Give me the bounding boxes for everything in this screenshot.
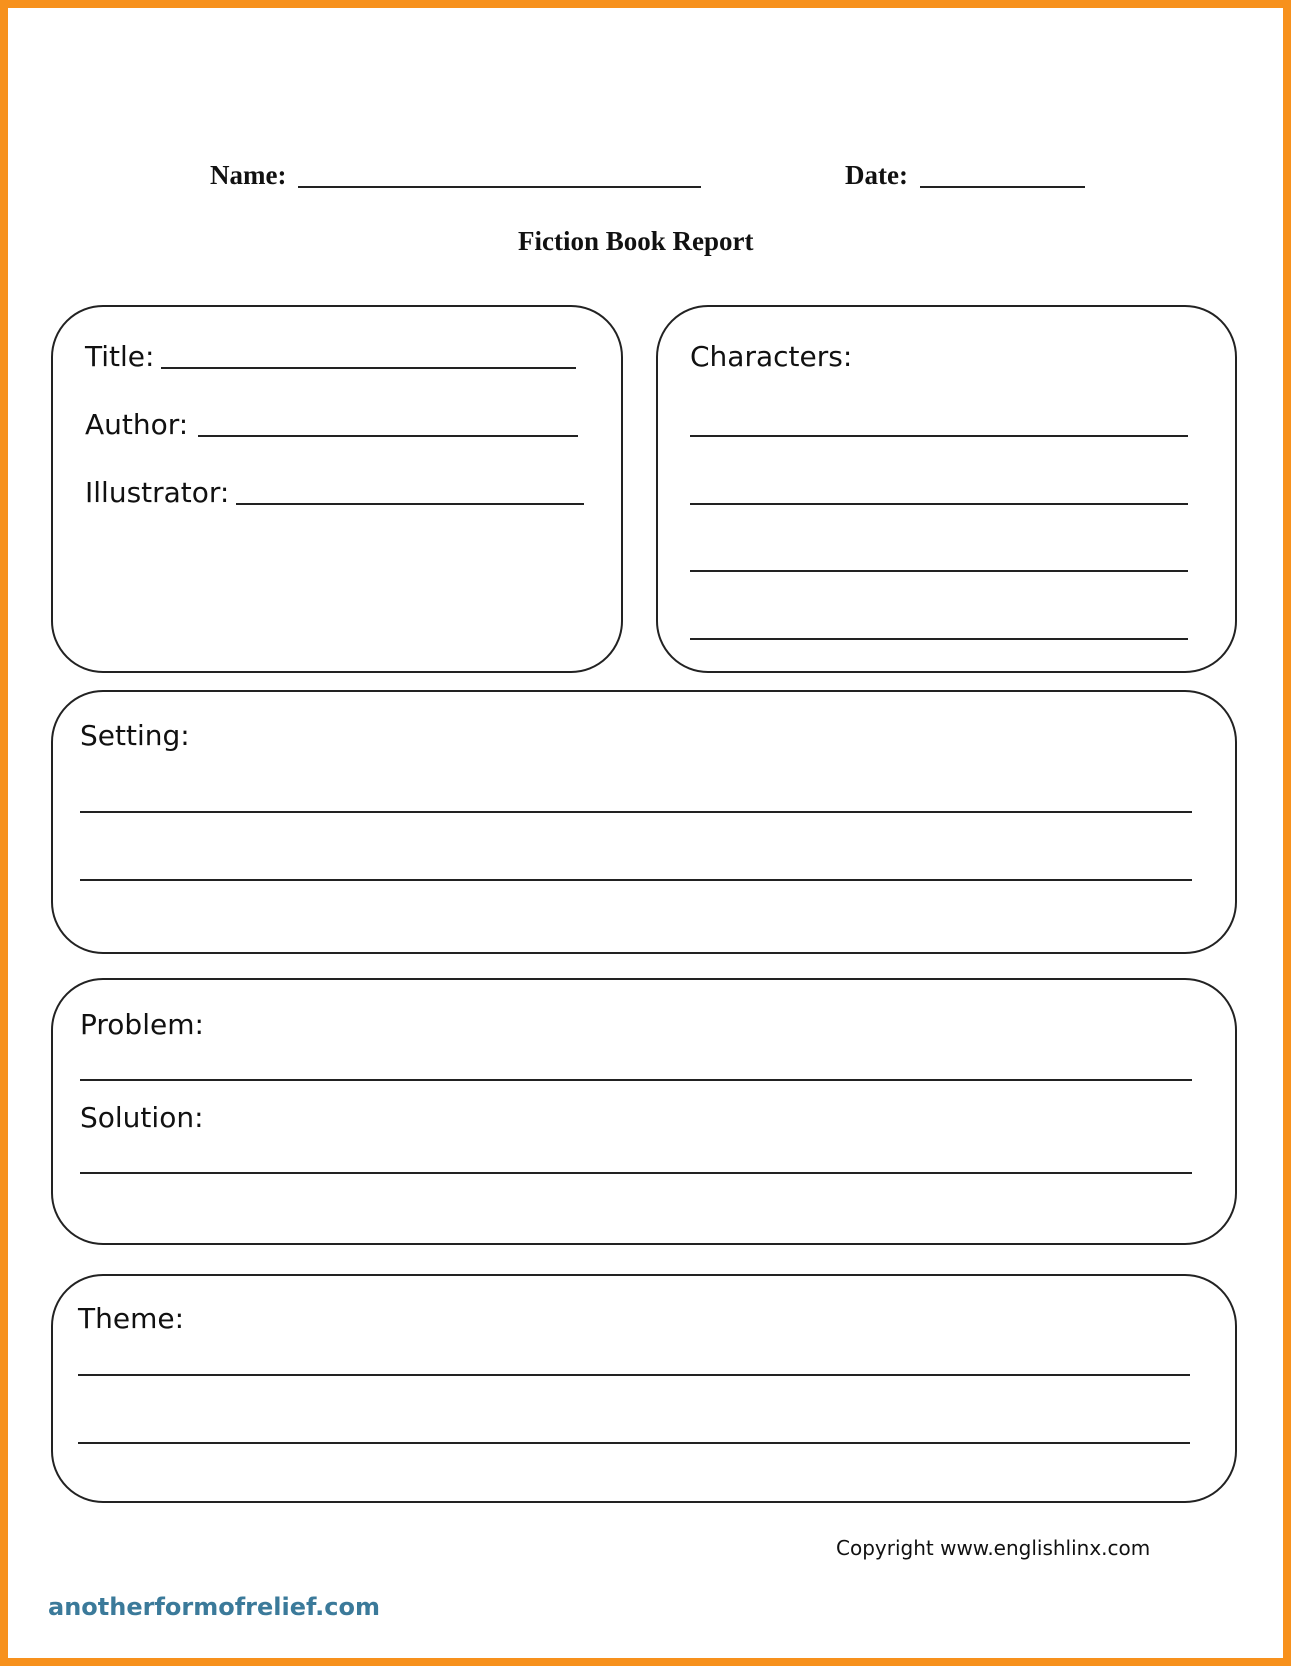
author-field[interactable] xyxy=(198,435,578,437)
setting-box xyxy=(51,690,1237,954)
theme-line-2[interactable] xyxy=(78,1442,1190,1444)
date-label: Date: xyxy=(845,160,908,190)
title-field[interactable] xyxy=(161,367,576,369)
problem-solution-box xyxy=(51,978,1237,1245)
copyright-text: Copyright www.englishlinx.com xyxy=(836,1536,1151,1560)
date-field[interactable] xyxy=(920,186,1085,188)
setting-label: Setting: xyxy=(80,719,190,752)
solution-label: Solution: xyxy=(80,1101,204,1134)
problem-line[interactable] xyxy=(80,1079,1192,1081)
characters-line-2[interactable] xyxy=(690,503,1188,505)
theme-line-1[interactable] xyxy=(78,1374,1190,1376)
name-label: Name: xyxy=(210,160,287,190)
solution-line[interactable] xyxy=(80,1172,1192,1174)
theme-box xyxy=(51,1274,1237,1503)
characters-line-1[interactable] xyxy=(690,435,1188,437)
page-title: Fiction Book Report xyxy=(518,226,754,256)
title-label: Title: xyxy=(85,340,155,373)
illustrator-label: Illustrator: xyxy=(85,476,230,509)
author-label: Author: xyxy=(85,408,189,441)
name-field[interactable] xyxy=(298,186,701,188)
problem-label: Problem: xyxy=(80,1008,204,1041)
illustrator-field[interactable] xyxy=(236,503,584,505)
characters-line-3[interactable] xyxy=(690,570,1188,572)
theme-label: Theme: xyxy=(78,1302,185,1335)
setting-line-2[interactable] xyxy=(80,879,1192,881)
characters-label: Characters: xyxy=(690,340,853,373)
characters-line-4[interactable] xyxy=(690,638,1188,640)
setting-line-1[interactable] xyxy=(80,811,1192,813)
watermark-text: anotherformofrelief.com xyxy=(48,1593,380,1621)
